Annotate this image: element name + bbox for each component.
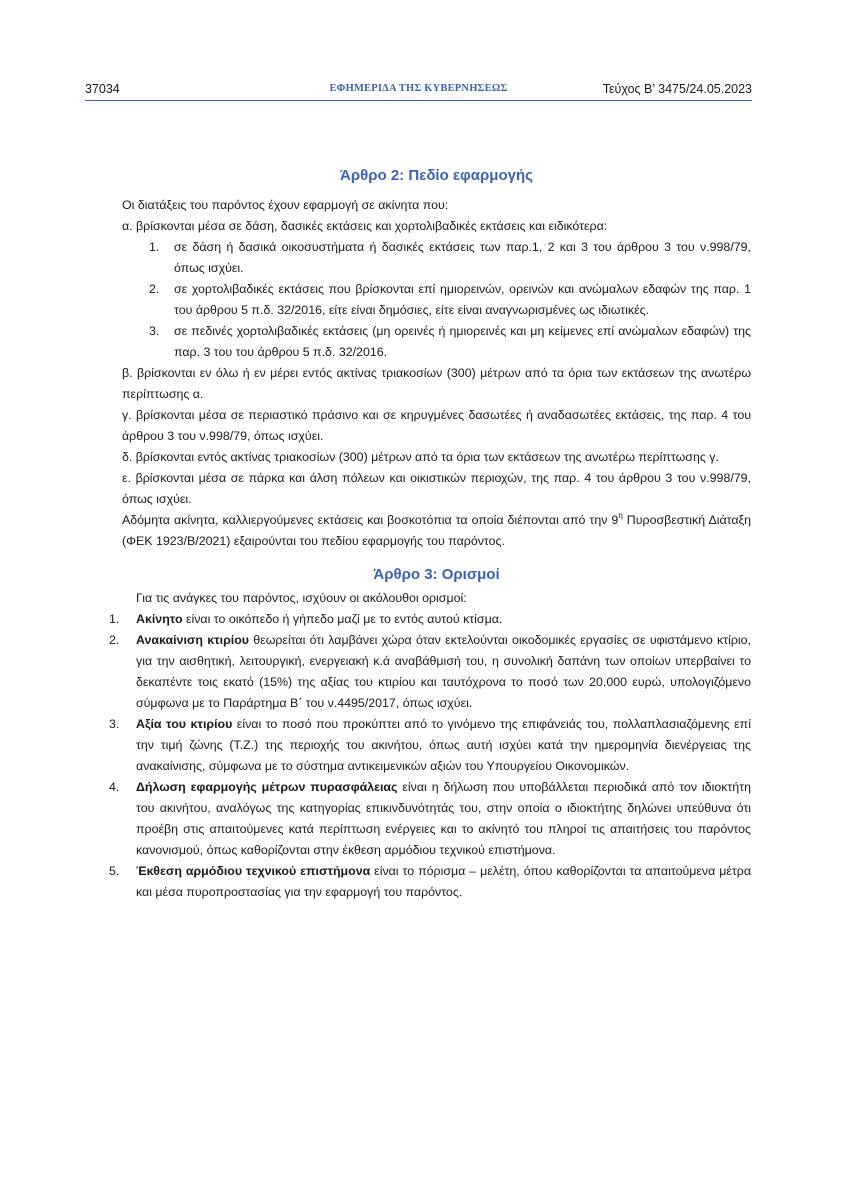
article-2-item-g: γ. βρίσκονται μέσα σε περιαστικό πράσινο και σε κηρυγμένες δασωτέες ή αναδασωτέες εκτάσεις, της παρ. 4 του άρθρου 3 του ν.998/79, όπως ισχύει. xyxy=(122,408,751,443)
definition-text: είναι το οικόπεδο ή γήπεδο μαζί με το εντός αυτού κτίσμα. xyxy=(182,612,503,626)
definition-item xyxy=(109,609,751,630)
definition-text: είναι το πόρισμα – μελέτη, όπου καθορίζονται τα απαιτούμενα μέτρα και μέσα πυροπροστασίας για την εφαρμογή του παρόντος. xyxy=(136,864,751,899)
definition-text: είναι το ποσό που προκύπτει από το γινόμενο της επιφάνειάς του, πολλαπλασιαζόμενης επί την τιμή ζώνης (Τ.Ζ.) της περιοχής του ακινήτου, όπως αυτή ισχύει κατά την ημερομηνία διενέργειας της ανακαίνισης, σύμφωνα με το σύστημα αντικειμενικών αξιών του Υπουργείου Οικονομικών. xyxy=(136,717,751,773)
issue-reference: Τεύχος Β’ 3475/24.05.2023 xyxy=(602,82,752,96)
definitions-list xyxy=(109,609,751,903)
article-2-item-e: ε. βρίσκονται μέσα σε πάρκα και άλση πόλεων και οικιστικών περιοχών, της παρ. 4 του άρθρου 3 του ν.998/79, όπως ισχύει. xyxy=(122,471,751,506)
definition-term: Δήλωση εφαρμογής μέτρων πυρασφάλειας xyxy=(136,780,398,794)
definition-item xyxy=(109,714,751,777)
article-2-intro: Οι διατάξεις του παρόντος έχουν εφαρμογή σε ακίνητα που: xyxy=(122,198,449,212)
definition-number: 4. xyxy=(109,780,120,794)
definition-term: Αξία του κτιρίου xyxy=(136,717,233,731)
definition-term: Έκθεση αρμόδιου τεχνικού επιστήμονα xyxy=(136,864,371,878)
definition-item xyxy=(109,777,751,861)
ordinal-superscript: η xyxy=(618,510,623,520)
list-item-text: σε πεδινές χορτολιβαδικές εκτάσεις (μη ορεινές ή ημιορεινές και μη κείμενες επί ανώμαλων εδαφών) της παρ. 3 του του άρθρου 5 π.δ. 32/2016. xyxy=(174,324,751,359)
gazette-title: ΕΦΗΜΕΡΙΔΑ ΤΗΣ ΚΥΒΕΡΝΗΣΕΩΣ xyxy=(329,83,508,94)
definition-term: Ανακαίνιση κτιρίου xyxy=(136,633,249,647)
list-item-number: 3. xyxy=(149,324,160,338)
article-2-item-d: δ. βρίσκονται εντός ακτίνας τριακοσίων (300) μέτρων από τα όρια των εκτάσεων της ανωτέρω περίπτωσης γ. xyxy=(122,450,719,464)
page-number: 37034 xyxy=(85,82,120,96)
article-2-closing: Αδόμητα ακίνητα, καλλιεργούμενες εκτάσεις και βοσκοτόπια τα οποία διέπονται από την $9^\eta$ Πυροσβεστική Διάταξη (ΦΕΚ 1923/Β/2021) εξαιρούνται του πεδίου εφαρμογής του παρόντος. xyxy=(122,510,751,548)
definition-item xyxy=(109,861,751,903)
header-rule xyxy=(85,100,752,101)
definition-text: είναι η δήλωση που υποβάλλεται περιοδικά από τον ιδιοκτήτη του ακινήτου, αναλόγως της κατηγορίας επικινδυνότητάς του, στην οποία ο ιδιοκτήτης δηλώνει υπεύθυνα ότι προέβη στις απαιτούμενες κατά περίπτωση ενέργειες και το ακίνητό του πληροί τις απαιτήσεις του παρόντος κανονισμού, όπως καθορίζονται στην έκθεση αρμόδιου τεχνικού επιστήμονα. xyxy=(136,780,751,857)
article-3-title: Άρθρο 3: Ορισμοί xyxy=(373,566,500,583)
definition-number: 3. xyxy=(109,717,120,731)
article-2-sub-list xyxy=(122,237,751,363)
article-3-intro: Για τις ανάγκες του παρόντος, ισχύουν οι ακόλουθοι ορισμοί: xyxy=(136,591,467,605)
list-item xyxy=(122,321,751,363)
page-header xyxy=(85,82,752,104)
definition-text: θεωρείται ότι λαμβάνει χώρα όταν εκτελούνται οικοδομικές εργασίες σε υφιστάμενο κτίριο, για την αισθητική, λειτουργική, ενεργειακή κ.ά αναβάθμισή του, η συνολική δαπάνη των οποίων υπερβαίνει το δεκαπέντε τοις εκατό (15%) της αξίας του κτιρίου και ταυτόχρονα το ποσό των 20.000 ευρώ, υπολογιζόμενο σύμφωνα με το Παράρτημα Β΄ του ν.4495/2017, όπως ισχύει. xyxy=(136,633,751,710)
definition-number: 2. xyxy=(109,633,120,647)
definition-item xyxy=(109,630,751,714)
list-item-text: σε χορτολιβαδικές εκτάσεις που βρίσκονται επί ημιορεινών, ορεινών και ανώμαλων εδαφών της παρ. 1 του άρθρου 5 π.δ. 32/2016, είτε είναι δημόσιες, είτε είναι αναγνωρισμένες ως ιδιωτικές. xyxy=(174,282,751,317)
definition-term: Ακίνητο xyxy=(136,612,183,626)
list-item-number: 1. xyxy=(149,240,160,254)
list-item-number: 2. xyxy=(149,282,160,296)
definition-number: 5. xyxy=(109,864,120,878)
article-2-title: Άρθρο 2: Πεδίο εφαρμογής xyxy=(340,167,533,184)
article-2-item-a: α. βρίσκονται μέσα σε δάση, δασικές εκτάσεις και χορτολιβαδικές εκτάσεις και ειδικότερα: xyxy=(122,219,608,233)
definition-number: 1. xyxy=(109,612,120,626)
list-item xyxy=(122,237,751,279)
document-body xyxy=(109,165,751,903)
list-item xyxy=(122,279,751,321)
article-2-item-b: β. βρίσκονται εν όλω ή εν μέρει εντός ακτίνας τριακοσίων (300) μέτρων από τα όρια των εκτάσεων της ανωτέρω περίπτωσης α. xyxy=(122,366,751,401)
list-item-text: σε δάση ή δασικά οικοσυστήματα ή δασικές εκτάσεις των παρ.1, 2 και 3 του άρθρου 3 του ν.998/79, όπως ισχύει. xyxy=(174,240,751,275)
